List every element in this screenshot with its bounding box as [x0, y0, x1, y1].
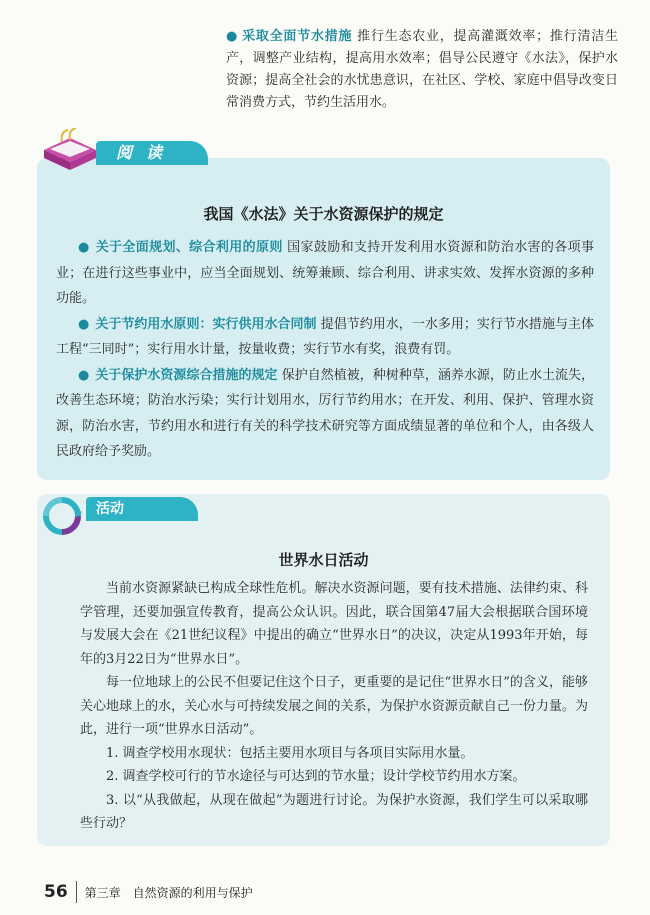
- reading-body: [56, 235, 594, 465]
- activity-tab: 活动: [86, 497, 198, 521]
- point-lead: 关于全面规划、综合利用的原则: [95, 240, 283, 255]
- top-paragraph: [226, 26, 618, 114]
- bullet-icon: ●: [78, 367, 90, 383]
- bullet-icon: ●: [226, 29, 239, 44]
- activity-paragraph: 每一位地球上的公民不但要记住这个日子，更重要的是记住“世界水日”的含义，能够关心地球上的水，关心水与可持续发展之间的关系，为保护水资源贡献自己一份力量。为此，进行一项“世界水日活动”。: [80, 675, 588, 737]
- chapter-title: 第三章 自然资源的利用与保护: [84, 885, 253, 900]
- activity-item: 3. 以“从我做起，从现在做起”为题进行讨论。为保护水资源，我们学生可以采取哪些行动？: [80, 792, 588, 831]
- reading-point: [56, 235, 594, 312]
- top-lead: 采取全面节水措施: [242, 29, 353, 44]
- activity-item: 1. 调查学校用水现状：包括主要用水项目与各项目实际用水量。: [106, 745, 474, 761]
- activity-paragraph: 当前水资源紧缺已构成全球性危机。解决水资源问题，要有技术措施、法律约束、科学管理，还要加强宣传教育，提高公众认识。因此，联合国第47届大会根据联合国环境与发展大会在《21世纪议程》中提出的确立“世界水日”的决议，决定从1993年开始，每年的3月22日为“世界水日”。: [80, 581, 588, 667]
- top-text: 推行生态农业，提高灌溉效率；推行清洁生产，调整产业结构，提高用水效率；倡导公民遵守《水法》，保护水资源；提高全社会的水忧患意识，在社区、学校、家庭中倡导改变日常消费方式，节约生活用水。: [226, 29, 618, 110]
- point-lead: 关于节约用水原则：实行供用水合同制: [95, 316, 317, 332]
- activity-title: 世界水日活动: [278, 551, 369, 569]
- reading-point: [56, 363, 594, 465]
- point-lead: 关于保护水资源综合措施的规定: [95, 367, 278, 383]
- footer-divider: [76, 881, 77, 903]
- activity-item: 2. 调查学校可行的节水途径与可达到的节水量；设计学校节约用水方案。: [106, 769, 526, 784]
- cycle-icon: [40, 494, 84, 538]
- activity-body: [80, 577, 588, 836]
- reading-title: 我国《水法》关于水资源保护的规定: [203, 205, 444, 223]
- reading-point: [56, 312, 594, 363]
- page-footer: [44, 880, 253, 904]
- bullet-icon: ●: [78, 316, 90, 332]
- point-text: 国家鼓励和支持开发利用水资源和防治水害的各项事业；在进行这些事业中，应当全面规划、统筹兼顾、综合利用、讲求实效、发挥水资源的多种功能。: [56, 240, 594, 306]
- point-text: 保护自然植被，种树种草，涵养水源，防止水土流失，改善生态环境；防治水污染；实行计划用水，厉行节约用水；在开发、利用、保护、管理水资源，防治水害，节约用水和进行有关的科学技术研究等方面成绩显著的单位和个人，由各级人民政府给予奖励。: [56, 367, 594, 459]
- book-icon: [40, 128, 98, 172]
- bullet-icon: ●: [78, 240, 90, 255]
- reading-tab: 阅读: [96, 141, 208, 165]
- point-text: 提倡节约用水，一水多用；实行节水措施与主体工程“三同时”；实行用水计量，按量收费；实行节水有奖，浪费有罚。: [56, 316, 594, 357]
- page-number: 56: [44, 882, 68, 902]
